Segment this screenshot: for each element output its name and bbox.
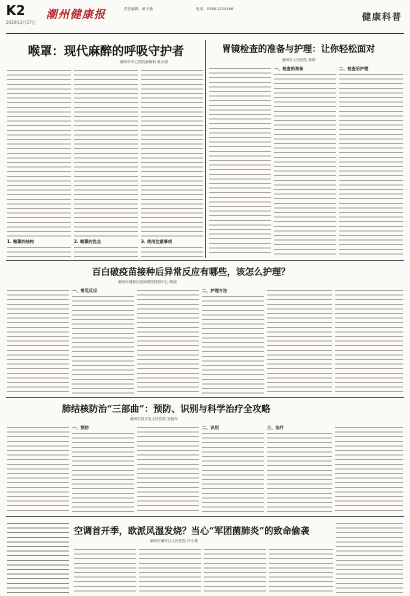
article-subhead: 2. 喉罩的优点 [74, 239, 101, 244]
column-divider [205, 40, 206, 258]
article-title: 空调首开季，欧派风湿发烧？当心“军团菌肺炎”的致命偷袭 [74, 527, 310, 537]
article-subhead: 三、治疗 [267, 425, 284, 430]
article-body-col [204, 547, 266, 593]
section-name: 健康科普 [361, 13, 402, 23]
section-divider [6, 260, 404, 261]
article-title: 喉罩：现代麻醉的呼吸守护者 [28, 44, 185, 58]
article-body-col [202, 431, 264, 513]
article-body-col [139, 547, 201, 593]
article-body-col [335, 288, 403, 394]
article-byline: 潮州市人民医院 林婷 [282, 58, 316, 62]
article-body-col [202, 294, 264, 394]
article-body-col [7, 68, 71, 238]
article-subhead: 一、检查前准备 [274, 66, 304, 71]
article-subhead: 二、检查后护理 [339, 66, 369, 71]
phone-line: 电话：0768-2220166 [196, 7, 234, 11]
section-divider [6, 516, 404, 517]
article-body-col [141, 245, 203, 257]
masthead-rule [6, 33, 404, 34]
article-body-col [269, 547, 333, 593]
article-body-col [7, 521, 69, 593]
article-byline: 潮州市潮安区人民医院 许小燕 [150, 539, 198, 543]
article-subhead: 二、护理方法 [202, 288, 228, 293]
article-body-col [74, 245, 138, 257]
article-body-col [137, 425, 199, 513]
article-body-col [7, 288, 69, 394]
article-subhead: 1. 喉罩的结构 [7, 239, 34, 244]
article-body-col [74, 547, 136, 593]
article-subhead: 一、预防 [72, 425, 89, 430]
masthead [6, 4, 404, 34]
page-number: K2 [6, 4, 26, 19]
newspaper-logo: 潮州健康报 [46, 8, 106, 21]
article-body-col [7, 425, 69, 513]
section-divider [6, 397, 404, 398]
article-byline: 潮州市饶平县人民医院 吴晓东 [130, 417, 178, 421]
article-body-col [267, 288, 332, 394]
article-body-col [274, 72, 336, 256]
article-subhead: 3. 使用注意事项 [141, 239, 173, 244]
article-body-col [7, 245, 71, 257]
article-byline: 潮州市中心医院麻醉科 黄小明 [120, 60, 168, 64]
article-body-col [335, 425, 403, 513]
article-body-col [336, 521, 403, 593]
article-body-col [137, 288, 199, 394]
article-title: 百白破疫苗接种后异常反应有哪些，该怎么护理？ [92, 268, 291, 278]
article-title: 肺结核防治“三部曲”：预防、识别与科学治疗全攻略 [62, 405, 271, 415]
article-body-col [339, 72, 403, 256]
article-body-col [141, 68, 203, 238]
article-body-col [74, 68, 138, 238]
article-body-col [72, 431, 134, 513]
article-body-col [72, 294, 134, 394]
article-body-col [267, 431, 332, 513]
article-subhead: 二、识别 [202, 425, 219, 430]
article-title: 胃镜检查的准备与护理：让你轻松面对 [222, 45, 376, 55]
issue-date: 2020年2月27日 [6, 20, 36, 25]
editor-line: 责任编辑：黄子涵 [124, 7, 153, 11]
article-byline: 潮州市湘桥区疾病预防控制中心 陈丽 [118, 280, 177, 284]
article-subhead: 一、常见反应 [72, 288, 98, 293]
article-body-col [209, 66, 271, 256]
